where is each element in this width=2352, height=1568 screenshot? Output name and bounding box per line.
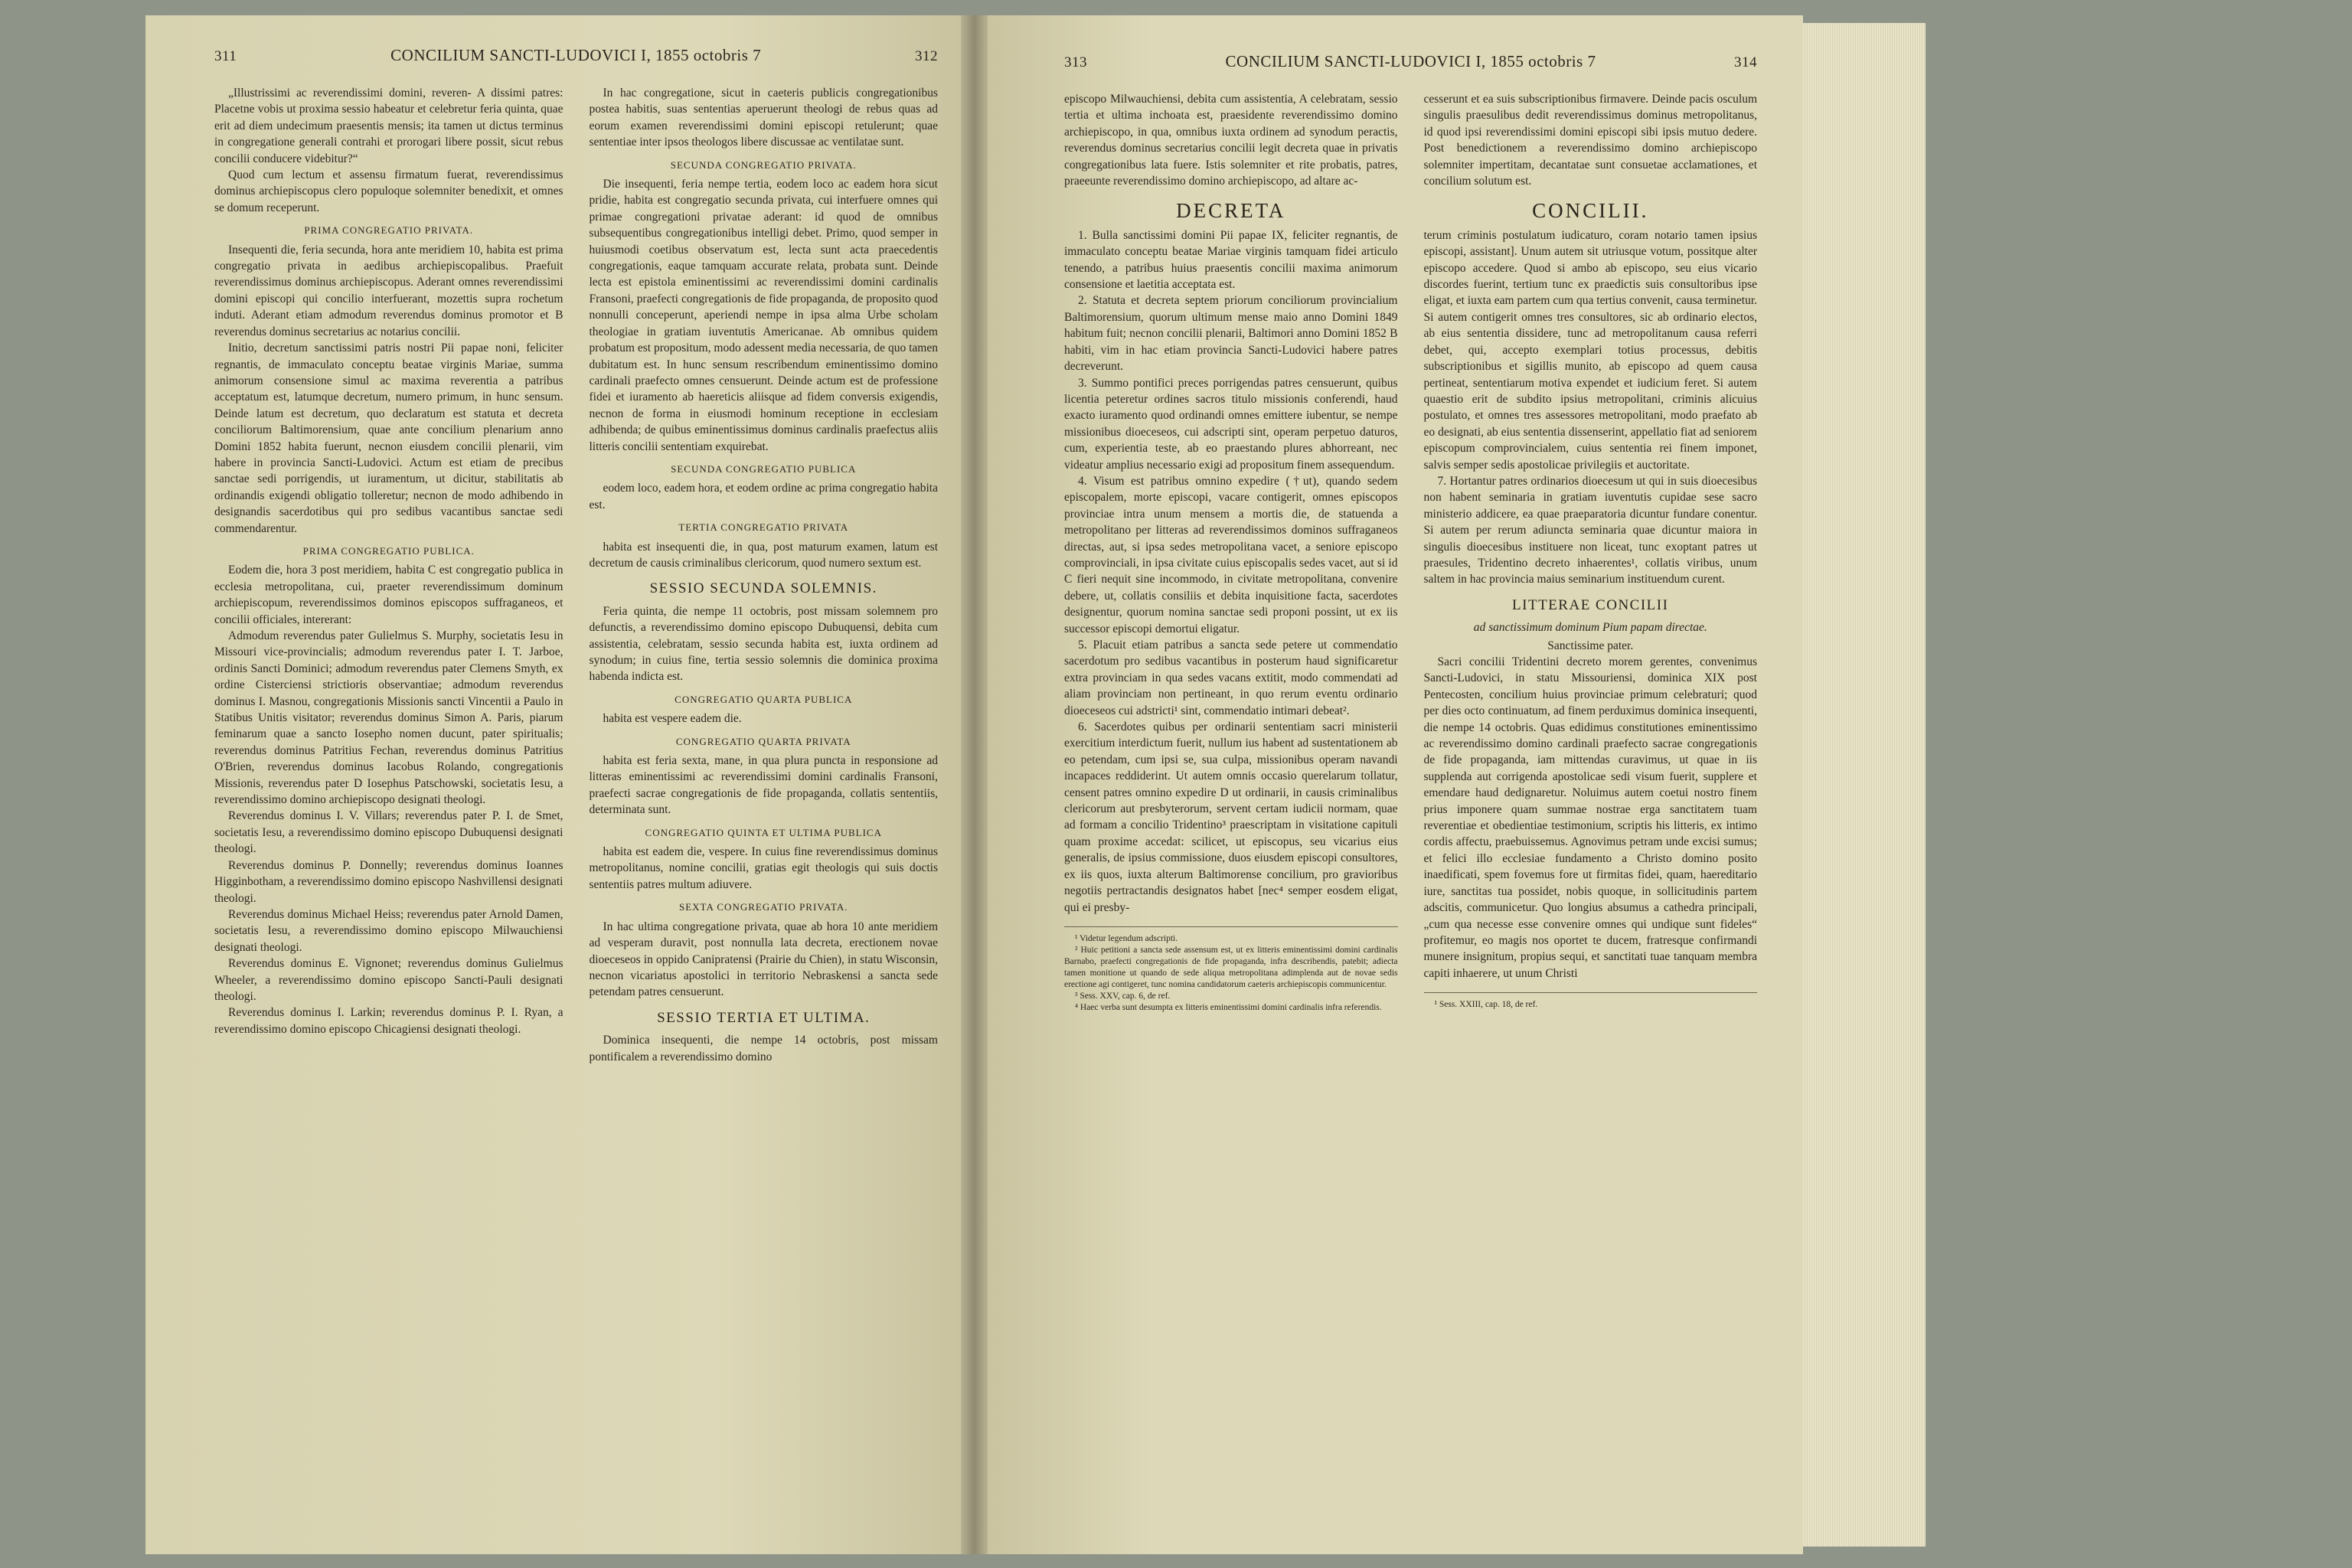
paragraph: 5. Placuit etiam patribus a sancta sede petere ut commendatio sacerdotum pro sedibus vacantibus in posterum haud significaretur extra provinciam in qua sedes vacans extitit, modo commendati ad aliam provinciam non pertineant, in quo rerum eventu ordinario dioeceseos cui adstricti¹ sint, commendatio intimari debeat². (1064, 639, 1398, 717)
paragraph: In hac congregatione, sicut in caeteris publicis congregationibus postea habitis, suas sententias aperuerunt theologi de rebus quas ad eorum examen reverendissimi domini episcopi retulerunt; quae sententiae inter ipsos theologos libere discussae ac ventilatae sunt. (589, 87, 938, 149)
paragraph: Insequenti die, feria secunda, hora ante meridiem 10, habita est prima congregatio privata in aedibus archiepiscopalibus. Praefuit reverendissimus dominus archiepiscopus. Aderant omnes reverendissimi domini episcopi qui concilio interfuerant, mozettis supra rochetum induti. Aderant etiam admodum reverendus dominus promotor et B reverendus dominus secretarius ac notarius concilii. (214, 243, 564, 338)
decreta-title: CONCILII. (1532, 199, 1649, 223)
session-heading: SESSIO TERTIA ET ULTIMA. (657, 1009, 871, 1026)
paragraph: eodem loco, eadem hora, et eodem ordine ac prima congregatio habita est. (589, 482, 938, 511)
right-page (988, 15, 1803, 1554)
paragraph: In hac ultima congregatione privata, quae ab hora 10 ante meridiem ad vesperam duravit, post nonnulla lata decreta, erectionem novae dioeceseos in oppido Canipratensi (Prairie du Chien), in statu Wisconsin, necnon vicariatus apostolici in territorio Nebraskensi a sancta sede petendam patres censuerunt. (589, 920, 938, 999)
paragraph: habita est eadem die, vespere. In cuius fine reverendissimus dominus metropolitanus, nomine concilii, gratias egit theologis qui suis doctis sententiis patres multum adiuvere. (589, 845, 938, 891)
paragraph: Initio, decretum sanctissimi patris nostri Pii papae noni, feliciter regnantis, de immaculato conceptu beatae virginis Mariae, summa animorum consensione simul ac maxima reverentia a patribus acceptatum est, latumque decretum, numero primum, in hunc sensum. Deinde latum est decretum, quo declaratum est statuta et decreta conciliorum Baltimorensium, quae ante concilium plenarium anno Domini 1852 habita fuerunt, necnon eiusdem concilii plenarii, vim habere in provincia Sancti-Ludovici. Actum est etiam de precibus sanctae sedi porrigendis, ut iuramentum, ut dicitur, stabilitatis ab ordinandis exigendi obligatio tolleretur; necnon de modo adhibendo in designandis sacerdotibus qui pro sedibus vacantibus sanctae sedi commendarentur. (214, 341, 564, 535)
footnote: ³ Sess. XXV, cap. 6, de ref. (1075, 991, 1171, 1001)
footnote: ⁴ Haec verba sunt desumpta ex litteris eminentissimi domini cardinalis infra referendis. (1075, 1002, 1382, 1012)
footnote: ¹ Videtur legendum adscripti. (1075, 933, 1178, 943)
section-heading: CONGREGATIO QUARTA PRIVATA (675, 735, 851, 747)
paragraph: episcopo Milwauchiensi, debita cum assistentia, A celebratam, sessio tertia et ultima inchoata est, praesidente reverendissimo domino archiepiscopo, in qua, omnibus iuxta ordinem ad synodum peractis, reverendus dominus secretarius concilii legit decreta quae in privatis congregationibus lata fuere. Istis solemniter et rite probatis, patres, praeeunte reverendissimo domino archiepiscopo, ad altare ac- (1064, 93, 1398, 188)
paragraph: Feria quinta, die nempe 11 octobris, post missam solemnem pro defunctis, a reverendissimo domino episcopo Dubuquensi, debita cum assistentia, celebratam, sessio secunda habita est, iuxta ordinem ad synodum; in cuius fine, tertia sessio solemnis die dominica proxima habenda indicta est. (589, 604, 938, 684)
paragraph: habita est vespere eadem die. (603, 712, 742, 726)
paragraph: 1. Bulla sanctissimi domini Pii papae IX, feliciter regnantis, de immaculato conceptu beatae Mariae virginis tamquam fidei articulo tenendo, a patribus huius praesentis concilii maxima animorum consensione et laetitia acceptata est. (1064, 228, 1398, 292)
paragraph: Admodum reverendus pater Gulielmus S. Murphy, societatis Iesu in Missouri vice-provincialis; admodum reverendus pater I. T. Jarboe, ordinis Sancti Dominici; admodum reverendus pater Clemens Smyth, ex ordine Cisterciensi strictioris observantiae; admodum reverendus dominus I. Masnou, congregationis Missionis sancti Vincentii a Paulo in Statibus Unitis visitator; reverendus dominus Simon A. Paris, piarum feminarum quae a sancto Iosepho nomen ducunt, pater spiritualis; reverendus dominus Patritius Fechan, reverendus dominus Patritius O'Brien, reverendus dominus Iacobus Rolando, congregationis Missionis, reverendus pater D Iosephus Patschowski, societatis Iesu, a reverendissimo domino archiepiscopo designati theologi. (214, 629, 564, 807)
section-heading: SECUNDA CONGREGATIO PUBLICA (671, 462, 857, 475)
paragraph: Reverendus dominus Michael Heiss; reverendus pater Arnold Damen, societatis Iesu, a reverendissimo domino episcopo Milwauchiensi designati theologi. (214, 907, 564, 954)
paragraph: Dominica insequenti, die nempe 14 octobris, post missam pontificalem a reverendissimo domino (589, 1034, 938, 1063)
paragraph: habita est feria sexta, mane, in qua plura puncta in responsione ad litteras eminentissimi ac reverendissimi domini cardinalis Fransoni, praefecti sacrae congregationis de fide propaganda, collatis sententiis, determinata sunt. (589, 754, 938, 817)
section-heading: SEXTA CONGREGATIO PRIVATA. (679, 901, 848, 913)
paragraph: Die insequenti, feria nempe tertia, eodem loco ac eadem hora sicut pridie, habita est congregatio secunda privata, cui interfuere omnes qui primae congregationi privatae aderant: id quod de omnibus subsequentibus congregationibus intelligi debet. Primo, quod semper in huiusmodi coetibus observatum est, lecta sunt acta praecedentis congregationis, eaque tamquam accurate relata, probata sunt. Deinde lecta est epistola eminentissimi ac reverendissimi domini cardinalis Fransoni, praefecti congregationis de fide propaganda, de proposito quod nonnulli conceperunt, aperiendi nempe in ipsa alma Urbe scholam theologiae in gratiam iuventutis Americanae. Ab omnibus quidem probatum est propositum, modo adessent media necessaria, de quo tamen dubitatum est. In hunc sensum rescribendum eminentissimo domino cardinali praefecto omnes censuerunt. Deinde actum est de professione fidei et iuramento ab haereticis aliisque ad fidem conversis exigendis, necnon de forma in eiusmodi hominum receptione in ecclesiam adhibenda; de quibus eminentissimus dominus cardinalis praefectus aliis litteris concilii sententiam exquirebat. (589, 178, 938, 453)
section-heading: CONGREGATIO QUARTA PUBLICA (675, 693, 853, 705)
footnote: ² Huic petitioni a sancta sede assensum est, ut ex litteris eminentissimi domini cardinalis Barnabo, praefecti congregationis de fide propaganda, infra describendis, patebit; adiecta tamen monitione ut quando de sede aliqua metropolitana adimplenda aut de novae sedis erectione agi contigeret, tunc nomina candidatorum caeteris archiepiscopis communicentur. (1064, 945, 1398, 989)
paragraph: Eodem die, hora 3 post meridiem, habita C est congregatio publica in ecclesia metropolitana, cui, praeter reverendissimum dominum archiepiscopum, reverendissimos dominos episcopos suffraganeos, et concilii officiales, intererant: (214, 564, 564, 626)
paragraph: 4. Visum est patribus omnino expedire (†ut), quando sedem episcopalem, morte episcopi, vacare contigerit, omnes episcopos provinciae intra unum mensem a mortis die, de statuenda a metropolitano per litteras ad reverendissimos dominos suffraganeos directas, aut, si ipsa sedes metropolitana vacet, a seniore episcopo comprovinciali, in ipsa civitate cuius episcopalis sedes vacet, aut si id C fieri nequit sine incommodo, in civitate metropolitana, convenire debere, ut, collatis consiliis et debita inquisitione facta, sacerdotes designentur, quorum nomina sanctae sedi proponi possint, ut ex iis successor episcopi demortui eligatur. (1064, 474, 1398, 635)
running-title: CONCILIUM SANCTI-LUDOVICI I, 1855 octobris 7 (390, 46, 762, 64)
paragraph: Quod cum lectum et assensu firmatum fuerat, reverendissimus dominus archiepiscopus clero populoque solemniter benedixit, et omnes se domum receperunt. (214, 168, 564, 214)
paragraph: cesserunt et ea suis subscriptionibus firmavere. Deinde pacis osculum singulis praesulibus dedit reverendissimus dominus metropolitanus, id quod ipsi reverendissimi domini episcopi sibi ipsis mutuo dedere. Post benedictionem a reverendissimo domino archiepiscopo solemniter impertitam, decantatae sunt consuetae acclamationes, et concilium solutum est. (1423, 93, 1757, 188)
running-title: CONCILIUM SANCTI-LUDOVICI I, 1855 octobris 7 (1225, 52, 1596, 70)
left-running-head (214, 46, 938, 65)
paragraph: Sacri concilii Tridentini decreto morem gerentes, convenimus Sancti-Ludovici, in statu Missouriensi, dominica XIX post Pentecosten, concilium huius provinciae primum celebraturi; quod per dies octo continuatum, ad finem perduximus dominica insequenti, die nempe 14 octobris. Quas edidimus constitutiones eminentissimo ac reverendissimo domino cardinali praefecto sacrae congregationis de fide propaganda, iam mittendas curavimus, ut quae in iis supplenda aut corrigenda apostolicae sedi visum fuerit, supplere et emendare haud dedignaretur. Noluimus autem coetui nostro finem prius imponere quam summae nostrae erga sanctitatem tuam reverentiae et obedientiae testimonium, scriptis his litteris, ex intimo cordis affectu, praebuissemus. Agnovimus petram unde excisi sumus; et felici illo ecclesiae fundamento a Christo domino posito inaedificati, spem fovemus fore ut firmitas fidei, quam, haereditario iure, sanctitas tua possidet, nobis quoque, in sollicitudinis partem adscitis, communicetur. Quo longius absumus a cathedra principali, „cum qua necesse esse convenire omnes qui undique sunt fideles“ profitemur, eo magis nos oportet te ducem, fratresque confirmandi munere insignitum, propius sequi, et sanctitati tuae tanquam membra capiti inhaerere, ut unum Christi (1423, 655, 1757, 980)
footnote: ¹ Sess. XXIII, cap. 18, de ref. (1434, 1000, 1538, 1010)
footnotes (1064, 926, 1398, 1014)
paragraph: Reverendus dominus I. V. Villars; reverendus pater P. I. de Smet, societatis Iesu, a reverendissimo domino episcopo Dubuquensi designati theologi. (214, 809, 564, 856)
paragraph: 6. Sacerdotes quibus per ordinarii sententiam sacri ministerii exercitium interdictum fuerit, nullum ius habent ad sustentationem ab eo petendam, cum ipsi se, sua culpa, missionibus operam navandi incapaces reddiderint. Ut autem omnis occasio querelarum tollatur, censent patres omnino expedire D ut ordinarii, in causis criminalibus clericorum aut presbyterorum, servent certam iudicii normam, quae ad formam a concilio Tridentino³ praescriptam in visitatione capituli quam proxime accedat: scilicet, ut episcopus, seu vicarius eius generalis, de ipsius commissione, duos eiusdem episcopi consultores, ex iis quos, iuxta alterum Baltimorense concilium, pro gravioribus negotiis pertractandis designatos habet [nec⁴ semper eosdem eligat, qui ei presby- (1064, 720, 1398, 914)
paragraph: 3. Summo pontifici preces porrigendas patres censuerunt, quibus licentia peteretur ordines sacros titulo missionis conferendi, haud exacto iuramento quod ordinandi omnes emittere iubentur, se nempe missionibus dioeceseos, cui adscripti sint, operam perpetuo daturos, cum, experientia teste, ab eo praestando plures abhorreant, nec videatur amplius necessario exigi ad propositum finem assequendum. (1064, 376, 1398, 472)
section-heading: SECUNDA CONGREGATIO PRIVATA. (670, 158, 857, 171)
session-heading: LITTERAE CONCILII (1512, 596, 1669, 613)
paragraph: habita est insequenti die, in qua, post maturum examen, latum est decretum de causis criminalibus clericorum, quod numero sextum est. (589, 540, 938, 570)
paragraph: Reverendus dominus E. Vignonet; reverendus dominus Gulielmus Wheeler, a reverendissimo domino episcopo Sancti-Pauli designati theologi. (214, 957, 564, 1003)
page-edges (1803, 23, 1926, 1547)
page-number: 313 (1064, 54, 1087, 70)
paragraph: „Illustrissimi ac reverendissimi domini, reveren- A dissimi patres: Placetne vobis ut proxima sessio habeatur et celebretur feria quinta, quae erit ad diem undecimum praesentis mensis; ita tamen ut dictus terminus in congregatione generali contrahi et prorogari libere possit, sicut rebus concilii conducere videbitur?“ (214, 87, 564, 165)
right-col-1 (1064, 91, 1398, 1014)
section-heading: PRIMA CONGREGATIO PUBLICA. (302, 544, 475, 557)
paragraph: Reverendus dominus P. Donnelly; reverendus dominus Ioannes Higginbotham, a reverendissimo domino episcopo Nashvillensi designati theologi. (214, 858, 564, 905)
right-col-2 (1424, 91, 1758, 1014)
left-col-1 (214, 85, 564, 1065)
right-running-head (1064, 52, 1757, 71)
session-heading: SESSIO SECUNDA SOLEMNIS. (649, 580, 877, 597)
left-col-2 (590, 85, 939, 1065)
paragraph: terum criminis postulatum iudicaturo, coram notario tamen ipsius episcopi, assistant]. Unum autem sit utriusque votum, possitque alter episcopo accedere. Quod si ambo ab episcopo, seu eius vicario discordes fuerint, tertium tunc ex praedictis suis consultoribus ipse eligat, et iuxta eam partem cum qua tertius convenit, causa terminetur. Si autem contigerit omnes tres consultores, sic ab ordinario electos, ab eius sententia dissidere, tunc ad metropolitanum causa referri debet, qui, accepto exemplari totius processus, debitis subscriptionibus et sigillis munito, ab episcopo ad quem causa pertineat, sententiarum motiva expendet et iudicium feret. Si autem quaestio erit de subdito ipsius metropolitani, criminis alicuius postulato, et omnes tres assessores metropolitani, modo praefato ab eo designati, ab eius sententia dissenserint, appellatio fiat ad seniorem episcopum comprovincialem, cuius sententia rei finem imponet, salvis semper sedis apostolicae privilegiis et auctoritate. (1423, 228, 1757, 472)
footnotes (1424, 992, 1758, 1011)
section-heading: PRIMA CONGREGATIO PRIVATA. (304, 224, 474, 237)
letter-subtitle: ad sanctissimum dominum Pium papam directae. (1473, 621, 1707, 635)
section-heading: CONGREGATIO QUINTA ET ULTIMA PUBLICA (645, 826, 882, 838)
section-heading: TERTIA CONGREGATIO PRIVATA (678, 521, 849, 534)
page-number: 314 (1734, 54, 1757, 70)
salutation: Sanctissime pater. (1547, 639, 1634, 652)
page-number: 312 (914, 48, 938, 64)
paragraph: 2. Statuta et decreta septem priorum conciliorum provincialium Baltimorensium, quorum ultimum mense maio anno Domini 1849 habitum fuit; necnon concilii plenarii, Baltimori anno Domini 1852 B habiti, vim in hac etiam provincia Sancti-Ludovici habere patres decreverunt. (1064, 294, 1398, 374)
left-page (145, 15, 961, 1554)
paragraph: 7. Hortantur patres ordinarios dioecesum ut qui in suis dioecesibus non habent seminaria in gratiam iuventutis cupidae sese sacro ministerio addicere, ea quae praeparatoria dicuntur fundare conentur. Si autem per rerum adiuncta seminaria quae dicuntur maiora in singulis dioecesibus instituere non liceat, tunc exoptant patres ut praesules, Tridentino decreto inhaerentes¹, collatis viribus, unum saltem in hac provincia maius seminarium instituendum curent. (1423, 474, 1757, 586)
paragraph: Reverendus dominus I. Larkin; reverendus dominus P. I. Ryan, a reverendissimo domino episcopo Chicagiensi designati theologi. (214, 1006, 564, 1036)
decreta-title: DECRETA (1176, 199, 1286, 223)
page-number: 311 (214, 48, 237, 64)
